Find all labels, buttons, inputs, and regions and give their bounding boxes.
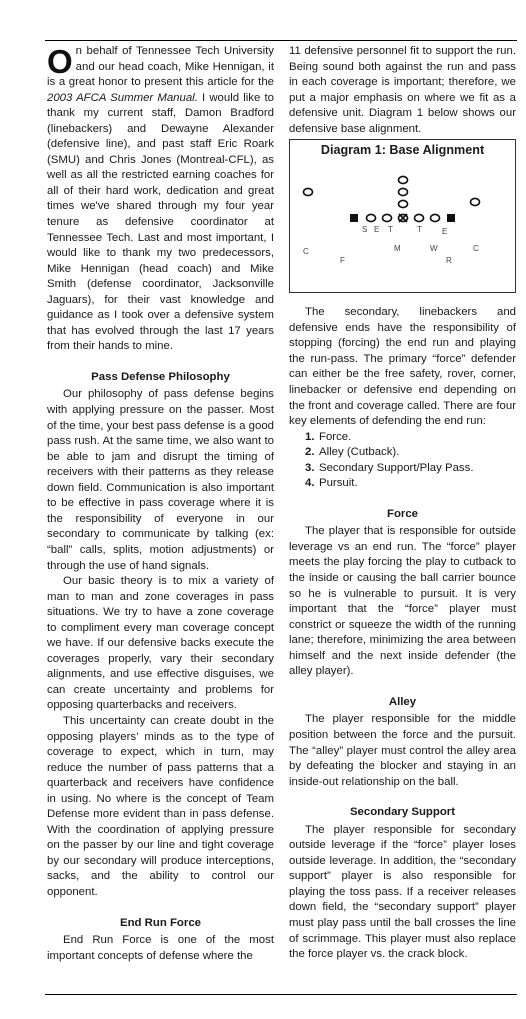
offense-lineman-5 bbox=[431, 215, 440, 222]
offense-lineman-2 bbox=[383, 215, 392, 222]
heading-secondary-support: Secondary Support bbox=[349, 806, 456, 819]
offense-lineman-4 bbox=[415, 215, 424, 222]
heading-alley: Alley bbox=[388, 695, 417, 708]
key-item: 4. Pursuit. bbox=[305, 477, 358, 490]
offense-wide-receiver-right bbox=[471, 199, 480, 206]
pass-paragraph-3: This uncertainty can create doubt in the opposing players’ minds as to the type of coverage to expect, which in turn, may reduce the number of pass patterns that a quarterback and receivers have confidence in using. No where is the concept of Team Defense more evident than in pass defense. With the coordination of applying pressure on the passer by our line and tight coverage by our secondary will produce interceptions, sacks, and the ability to control our opponent. bbox=[47, 714, 274, 898]
key-item: 3. Secondary Support/Play Pass. bbox=[305, 461, 474, 474]
label-r: R bbox=[446, 256, 452, 266]
label-s: S bbox=[362, 225, 368, 235]
force-paragraph: The player that is responsible for outside leverage vs an end run. The “force” player meets the play forcing the play to cutback to the inside or causing the ball carrier bounce so he is vulnerable to pursuit. It is very important that the “force” player must constrict or squeeze the width of the running lane; therefore, minimizing the area between himself and the next inside defender (the alley player). bbox=[289, 525, 516, 678]
drop-cap: O bbox=[47, 43, 73, 80]
diagram-canvas bbox=[290, 162, 515, 290]
offense-back-1 bbox=[399, 177, 408, 184]
bottom-rule bbox=[45, 994, 517, 995]
tight-end-left bbox=[350, 214, 358, 222]
offense-lineman-1 bbox=[367, 215, 376, 222]
label-e2: E bbox=[442, 227, 448, 237]
label-m: M bbox=[394, 244, 401, 254]
left-column bbox=[47, 44, 274, 964]
intro-text-1: n behalf of Tennessee Tech University and our head coach, Mike Hennigan, it is a great honor to present this article for the bbox=[47, 45, 274, 89]
label-e1: E bbox=[374, 225, 380, 235]
offense-wide-receiver-left bbox=[304, 189, 313, 196]
label-f: F bbox=[340, 256, 345, 266]
diagram-title: Diagram 1: Base Alignment bbox=[320, 143, 485, 158]
intro-text-2: I would like to thank my current staff, Damon Bradford (linebackers) and Dewayne Alexander (defensive line), and past staff Eric Roark (SMU) and Chris Jones (Montreal-CFL), as well as all the restricted earning coaches for all of their hard work, dedication and great times we've shared through my four year tenure as defensive coordinator at Tennessee Tech. Last and most important, I would like to thank my two predecessors, Mike Hennigan (head coach) and Mike Smith (defense coordinator, Jacksonville Jaguars), for their vast knowledge and guidance as I took over a defensive system that has evolved through the last 17 years from their hands to mine. bbox=[47, 91, 274, 353]
key-item: 1. Force. bbox=[305, 430, 352, 443]
right-column bbox=[289, 44, 516, 963]
label-c2: C bbox=[473, 244, 479, 254]
pass-paragraph-1: Our philosophy of pass defense begins with applying pressure on the passer. Most of the time, your best pass defense is a good pass rush. At the same time, we also want to be able to jam and disrupt the timing of receivers with their patterns as they release down field. Communication is also important to be effective in pass coverage where it is the responsibility of everyone in our secondary to communicate by talking (ex: “ball” calls, splits, motion adjustments) or through the use of hand signals. bbox=[47, 388, 274, 572]
key-elements-list bbox=[289, 430, 516, 492]
label-w: W bbox=[430, 244, 438, 254]
top-rule bbox=[45, 40, 517, 41]
secondary-paragraph: The secondary, linebackers and defensive ends have the responsibility of stopping (forcing) the end run and playing the run-pass. The primary “force” defender can either be the free safety, rover, corner, linebacker or defensive end depending on the front and coverage called. There are four key elements of defending the end run: bbox=[289, 306, 516, 428]
end-run-paragraph: End Run Force is one of the most important concepts of defense where the bbox=[47, 934, 274, 962]
intro-paragraph bbox=[47, 44, 274, 355]
label-t2: T bbox=[417, 225, 422, 235]
offense-back-3 bbox=[399, 201, 408, 208]
secondary-support-paragraph: The player responsible for secondary outside leverage if the “force” player loses outside leverage. In addition, the “secondary support” player is also responsible for playing the toss pass. If a receiver releases down field, the “secondary support” player must play pass until the ball crosses the line of scrimmage. This player must also replace the force player vs. the crack block. bbox=[289, 823, 516, 961]
pass-paragraph-2: Our basic theory is to mix a variety of man to man and zone coverages in pass situations. We try to have a zone coverage to compliment every man coverage concept we have. If our defensive backs execute the coverages properly, vary their secondary alignments, and use effective disguises, we can create uncertainty and problems for opposing quarterbacks and receivers. bbox=[47, 575, 274, 712]
manual-title: 2003 AFCA Summer Manual. bbox=[47, 91, 198, 104]
heading-end-run-force: End Run Force bbox=[119, 916, 201, 929]
key-item: 2. Alley (Cutback). bbox=[305, 446, 400, 459]
label-t1: T bbox=[388, 225, 393, 235]
heading-pass-defense: Pass Defense Philosophy bbox=[91, 370, 230, 383]
offense-back-2 bbox=[399, 189, 408, 196]
heading-force: Force bbox=[386, 507, 419, 520]
diagram-base-alignment bbox=[289, 139, 516, 293]
tight-end-right bbox=[447, 214, 455, 222]
label-c1: C bbox=[303, 247, 309, 257]
alley-paragraph: The player responsible for the middle position between the force and the pursuit. The “alley” player must control the alley area by defeating the blocker and staying in an inside-out relationship on the ball. bbox=[289, 713, 516, 788]
right-top-paragraph: 11 defensive personnel fit to support the run. Being sound both against the run and pass in each coverage is important; therefore, we put a major emphasis on where we fit as a defensive unit. Diagram 1 below shows our defensive base alignment. bbox=[289, 45, 516, 135]
